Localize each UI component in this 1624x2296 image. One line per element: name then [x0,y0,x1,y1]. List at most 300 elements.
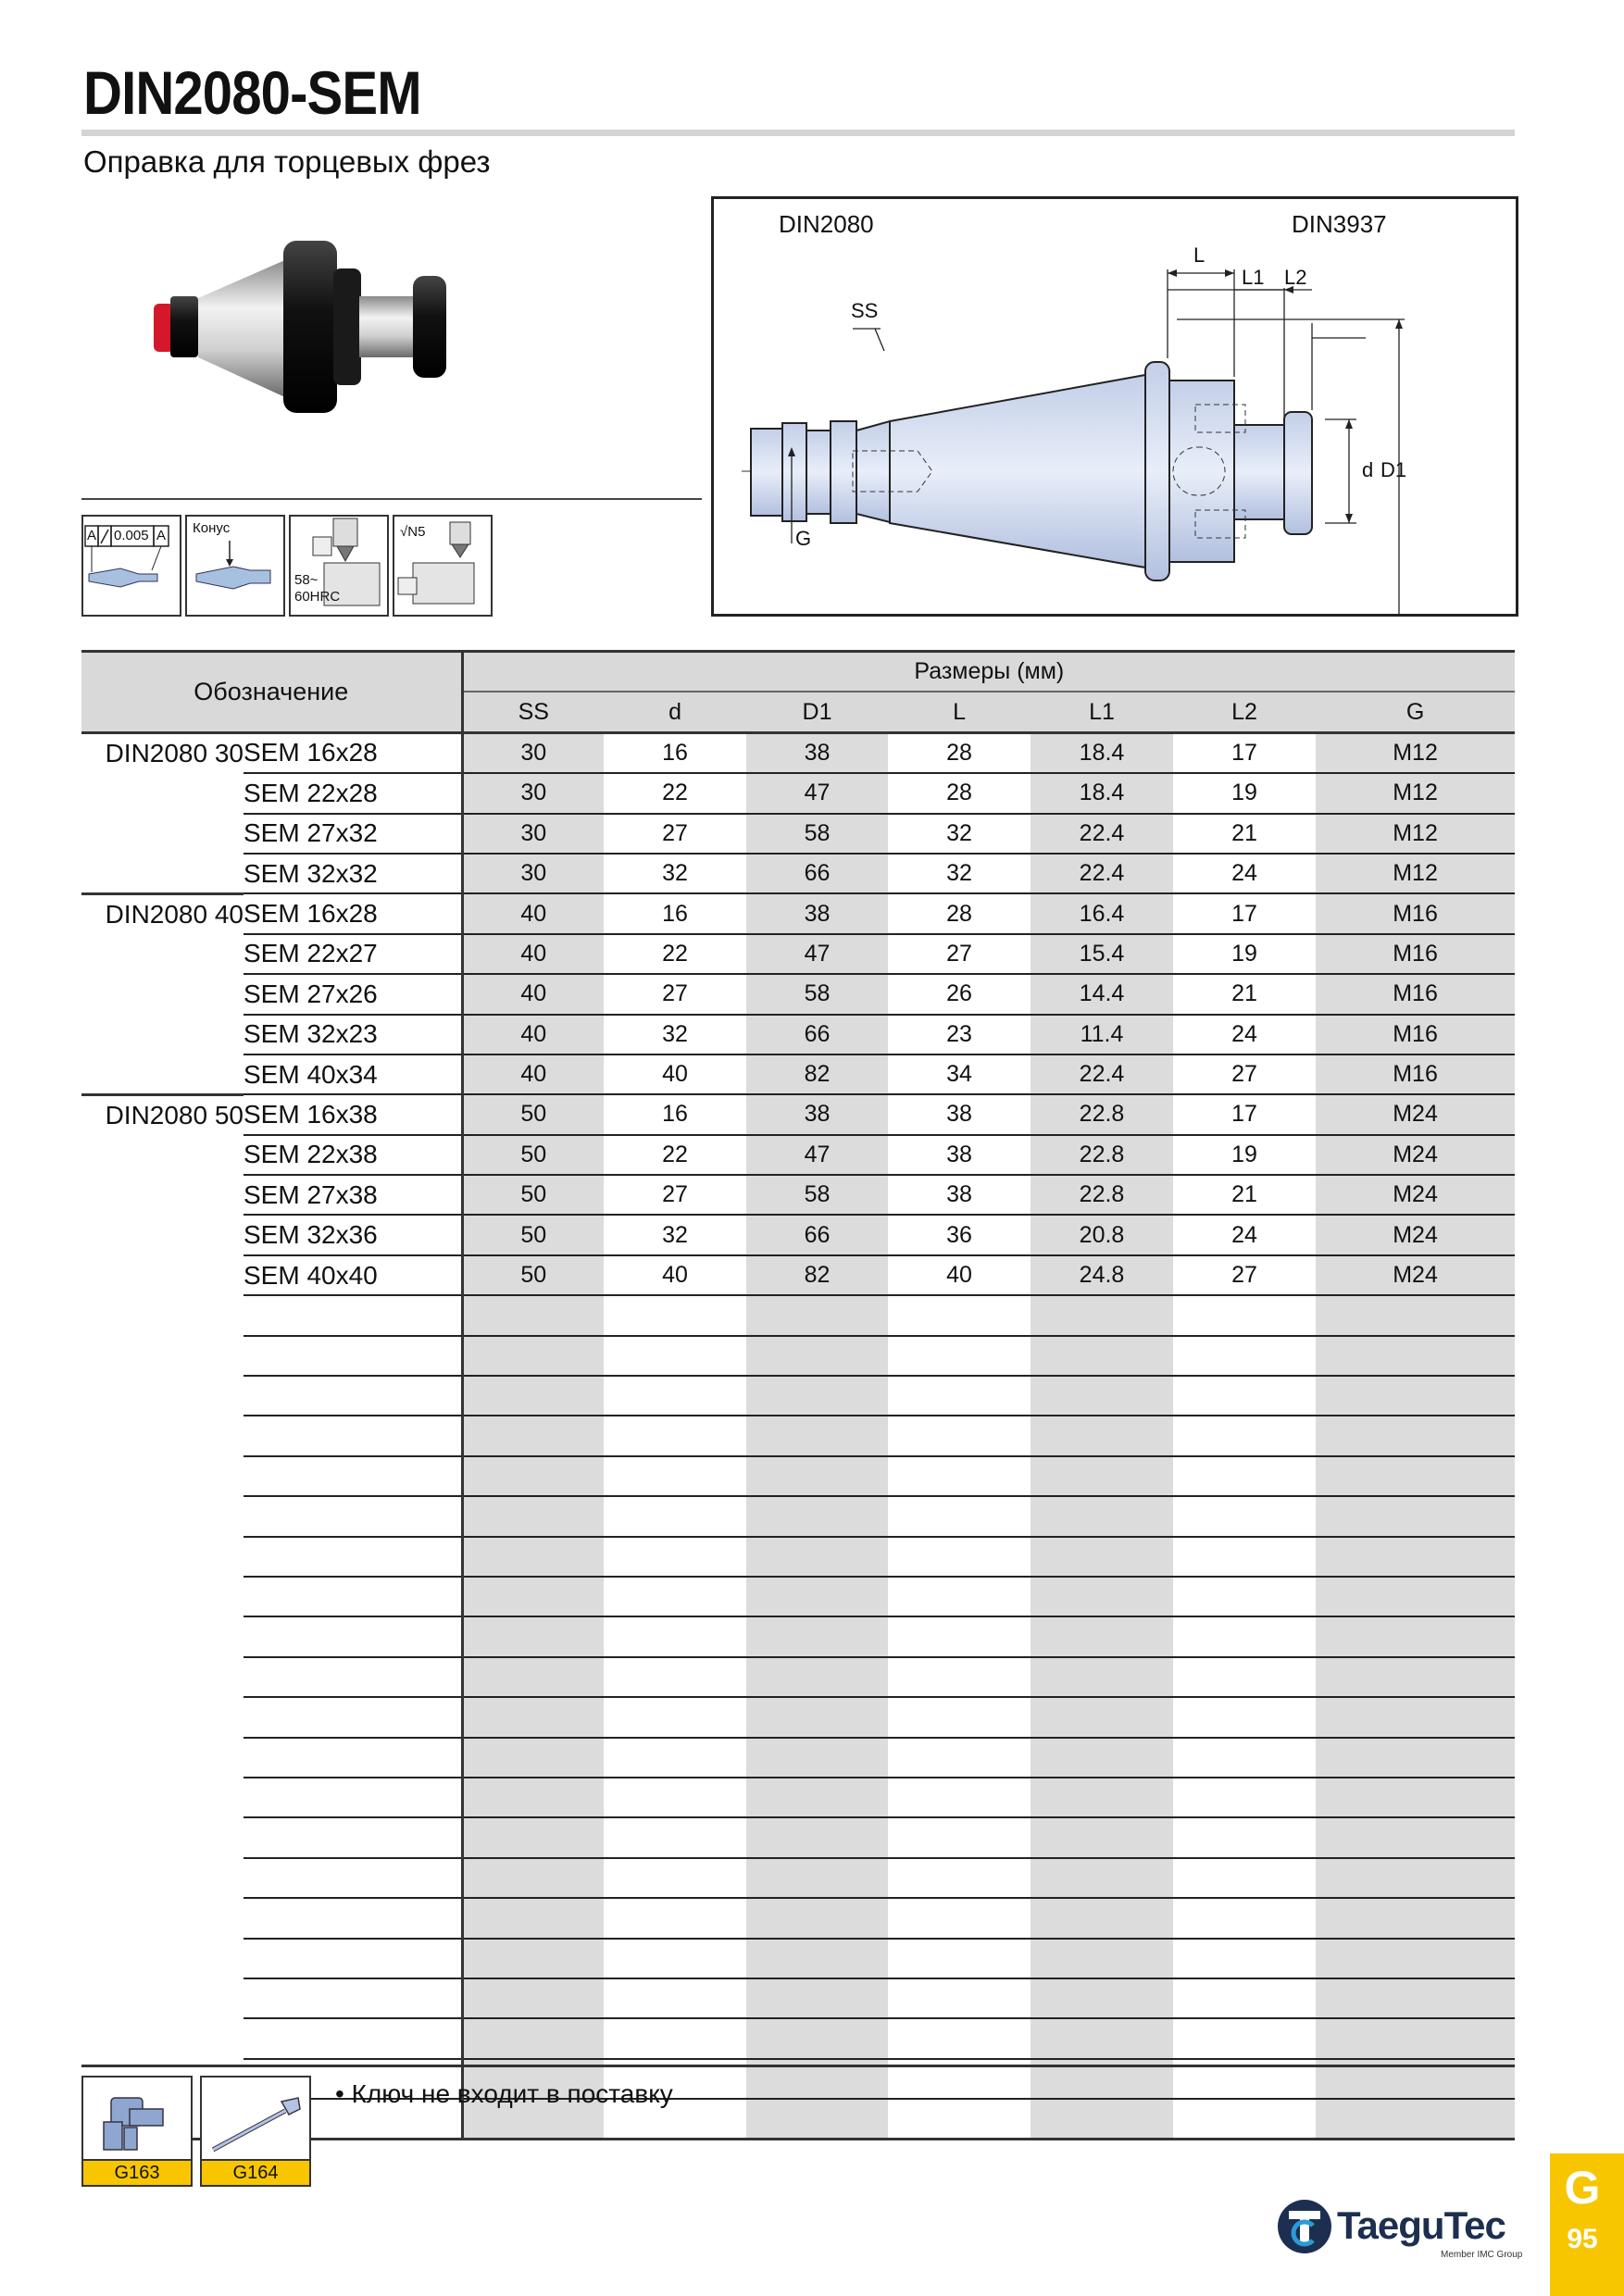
item-code: SEM 32x36 [244,1215,462,1254]
empty-cell [604,1537,746,1577]
group-name [81,1978,244,2018]
brand-name: TaeguTec [1337,2203,1505,2247]
empty-cell [1031,1537,1173,1577]
empty-cell [462,1336,604,1376]
cell-g: M24 [1316,1135,1515,1175]
empty-cell [1316,1657,1515,1697]
table-row [81,814,1515,854]
empty-row [81,1496,1515,1536]
cell-d: 27 [604,814,746,854]
cell-ss: 30 [462,854,604,893]
empty-cell [1031,1939,1173,1978]
roughness-feature-icon [393,515,493,617]
cell-l1: 24.8 [1031,1255,1173,1295]
empty-cell [462,1817,604,1857]
cell-d: 22 [604,1135,746,1175]
empty-cell [746,1817,888,1857]
cell-d: 32 [604,854,746,893]
dimensions-table [81,650,1515,2140]
runout-value: 0.005 [114,528,149,543]
cell-l: 28 [888,732,1031,773]
accessory-ref[interactable]: G164 [202,2159,309,2185]
empty-cell [462,1295,604,1335]
empty-row [81,1898,1515,1938]
empty-cell [888,1537,1031,1577]
empty-cell [888,1817,1031,1857]
group-name [81,1697,244,1737]
dim-G: G [795,527,812,550]
empty-cell [1173,1537,1316,1577]
item-code [244,1537,462,1577]
item-code: SEM 32x32 [244,854,462,893]
empty-cell [1031,1817,1173,1857]
empty-cell [888,1738,1031,1778]
cell-l: 38 [888,1135,1031,1175]
cell-l1: 22.8 [1031,1175,1173,1215]
empty-cell [746,1577,888,1616]
empty-cell [604,1657,746,1697]
empty-cell [604,1697,746,1737]
cell-l2: 24 [1173,1215,1316,1254]
cell-l2: 17 [1173,893,1316,933]
dim-L2: L2 [1284,266,1307,289]
empty-cell [462,1858,604,1898]
cell-d: 16 [604,893,746,933]
empty-row [81,1537,1515,1577]
empty-cell [1316,1295,1515,1335]
cell-l1: 22.8 [1031,1135,1173,1175]
cell-l2: 19 [1173,934,1316,974]
cell-d1: 47 [746,934,888,974]
item-code: SEM 16x28 [244,893,462,933]
group-name [81,1175,244,1215]
drawing-label-din3937: DIN3937 [1292,210,1387,238]
item-code: SEM 40x34 [244,1054,462,1094]
cell-ss: 50 [462,1175,604,1215]
table-row [81,732,1515,773]
empty-cell [462,1657,604,1697]
empty-cell [604,1939,746,1978]
empty-row [81,1416,1515,1455]
cell-d: 22 [604,773,746,813]
empty-row [81,1738,1515,1778]
empty-row [81,1858,1515,1898]
empty-cell [462,1978,604,2018]
empty-cell [462,1778,604,1817]
empty-cell [1173,1336,1316,1376]
wrench-key-icon [83,2078,191,2161]
accessory-ref[interactable]: G163 [83,2159,191,2185]
empty-row [81,1697,1515,1737]
item-code: SEM 27x38 [244,1175,462,1215]
cell-l: 38 [888,1175,1031,1215]
empty-cell [1031,1697,1173,1737]
empty-cell [1173,1416,1316,1455]
cell-l2: 21 [1173,814,1316,854]
cell-d1: 47 [746,1135,888,1175]
empty-cell [604,1295,746,1335]
group-name [81,1054,244,1094]
cell-d1: 66 [746,1215,888,1254]
cell-l: 34 [888,1054,1031,1094]
empty-cell [1316,1616,1515,1656]
empty-cell [1316,1978,1515,2018]
empty-row [81,1939,1515,1978]
cell-d1: 66 [746,1015,888,1054]
empty-cell [1031,1496,1173,1536]
cell-d: 40 [604,1255,746,1295]
empty-cell [604,1336,746,1376]
cell-l2: 21 [1173,1175,1316,1215]
cell-g: M12 [1316,773,1515,813]
cell-l: 40 [888,1255,1031,1295]
header-designation: Обозначение [81,652,462,733]
cell-d: 22 [604,934,746,974]
group-name [81,1456,244,1496]
empty-cell [1031,2099,1173,2140]
drawing-label-din2080: DIN2080 [779,210,874,238]
cell-l: 26 [888,974,1031,1014]
col-header-l: L [888,692,1031,732]
taegutec-logo [1276,2198,1523,2263]
empty-cell [1173,1697,1316,1737]
empty-cell [604,1376,746,1416]
dim-SS: SS [851,299,879,322]
empty-row [81,2018,1515,2058]
empty-cell [888,1858,1031,1898]
empty-cell [746,1657,888,1697]
empty-cell [462,1456,604,1496]
item-code [244,1817,462,1857]
item-code [244,1778,462,1817]
empty-cell [888,2099,1031,2140]
empty-cell [1173,1496,1316,1536]
cell-g: M16 [1316,893,1515,933]
empty-cell [604,1616,746,1656]
empty-cell [1173,1577,1316,1616]
item-code [244,1496,462,1536]
empty-cell [1173,1738,1316,1778]
group-name: DIN2080 30 [81,732,244,773]
cell-ss: 50 [462,1094,604,1134]
empty-cell [746,1336,888,1376]
empty-cell [604,1577,746,1616]
cell-g: M24 [1316,1215,1515,1254]
group-name [81,1336,244,1376]
cell-g: M16 [1316,974,1515,1014]
cell-l1: 18.4 [1031,773,1173,813]
roughness-value: √N5 [400,524,426,540]
empty-cell [888,1496,1031,1536]
cell-l2: 27 [1173,1054,1316,1094]
runout-ref: A [156,528,167,543]
note-text: • Ключ не входит в поставку [335,2079,673,2108]
page-title: DIN2080-SEM [83,58,421,127]
empty-cell [1031,1657,1173,1697]
divider [81,498,702,500]
group-name [81,1898,244,1938]
cell-d1: 38 [746,732,888,773]
item-code [244,1939,462,1978]
empty-cell [746,1697,888,1737]
cell-g: M24 [1316,1094,1515,1134]
empty-cell [1031,1416,1173,1455]
empty-cell [462,1496,604,1536]
empty-cell [888,1336,1031,1376]
empty-cell [746,1456,888,1496]
group-name [81,1616,244,1656]
empty-cell [1031,1336,1173,1376]
hardness-line1: 58~ [294,572,319,588]
empty-cell [888,1456,1031,1496]
empty-cell [888,1295,1031,1335]
cell-d1: 38 [746,893,888,933]
group-name [81,1858,244,1898]
item-code [244,1697,462,1737]
empty-cell [1316,1496,1515,1536]
cell-d1: 38 [746,1094,888,1134]
cell-ss: 30 [462,732,604,773]
hardness-feature-icon [289,515,389,617]
empty-cell [462,1616,604,1656]
empty-cell [746,1858,888,1898]
group-name [81,974,244,1014]
empty-row [81,1778,1515,1817]
empty-cell [1316,1738,1515,1778]
cell-l2: 24 [1173,1015,1316,1054]
empty-cell [1316,1416,1515,1455]
item-code [244,1456,462,1496]
empty-cell [1173,1939,1316,1978]
cell-l2: 21 [1173,974,1316,1014]
item-code [244,1577,462,1616]
cell-l1: 22.4 [1031,814,1173,854]
empty-cell [1173,1616,1316,1656]
empty-cell [1031,1978,1173,2018]
item-code: SEM 22x38 [244,1135,462,1175]
empty-cell [462,1537,604,1577]
empty-cell [746,1616,888,1656]
cell-d1: 58 [746,814,888,854]
group-name [81,1295,244,1335]
group-name [81,1215,244,1254]
bottom-rule [81,2065,1515,2067]
empty-row [81,1657,1515,1697]
empty-cell [1173,1657,1316,1697]
empty-cell [746,1939,888,1978]
cell-l: 32 [888,814,1031,854]
accessory-g164[interactable] [200,2076,311,2187]
cell-l2: 19 [1173,773,1316,813]
group-name [81,1015,244,1054]
taegutec-emblem-icon [1276,2198,1333,2255]
item-code [244,1616,462,1656]
empty-cell [1173,1817,1316,1857]
group-name [81,2018,244,2058]
empty-cell [1316,2018,1515,2058]
group-name [81,1537,244,1577]
item-code: SEM 16x28 [244,732,462,773]
group-name [81,1255,244,1295]
empty-cell [604,2018,746,2058]
empty-cell [1031,1778,1173,1817]
empty-cell [604,1416,746,1455]
table-row [81,1094,1515,1134]
table-row [81,893,1515,933]
empty-cell [746,1416,888,1455]
cell-g: M16 [1316,1054,1515,1094]
empty-cell [888,1577,1031,1616]
empty-cell [1031,1376,1173,1416]
cell-ss: 40 [462,974,604,1014]
empty-cell [1316,2099,1515,2140]
dim-D1: D1 [1380,458,1407,481]
empty-cell [746,1778,888,1817]
technical-drawing [711,196,1518,617]
cell-ss: 40 [462,1015,604,1054]
item-code [244,1336,462,1376]
group-name [81,1135,244,1175]
col-header-d: d [604,692,746,732]
cell-g: M12 [1316,814,1515,854]
col-header-g: G [1316,692,1515,732]
empty-cell [1173,1898,1316,1938]
item-code: SEM 27x32 [244,814,462,854]
empty-cell [888,1697,1031,1737]
cell-ss: 40 [462,893,604,933]
cell-g: M24 [1316,1255,1515,1295]
empty-row [81,1817,1515,1857]
item-code [244,1858,462,1898]
empty-row [81,1456,1515,1496]
cell-d: 32 [604,1015,746,1054]
empty-cell [888,1616,1031,1656]
empty-cell [746,2099,888,2140]
empty-cell [1173,2099,1316,2140]
cell-l: 28 [888,893,1031,933]
product-photo [148,222,611,435]
col-header-ss: SS [462,692,604,732]
group-name [81,1778,244,1817]
empty-cell [746,1898,888,1938]
empty-cell [1316,1697,1515,1737]
empty-cell [604,1978,746,2018]
empty-cell [888,1939,1031,1978]
empty-cell [1173,1295,1316,1335]
empty-cell [888,1376,1031,1416]
empty-cell [1031,1898,1173,1938]
empty-cell [604,1898,746,1938]
cell-l1: 14.4 [1031,974,1173,1014]
cell-l1: 18.4 [1031,732,1173,773]
item-code [244,1898,462,1938]
cell-l1: 22.4 [1031,1054,1173,1094]
col-header-l2: L2 [1173,692,1316,732]
group-name [81,1496,244,1536]
runout-datum: A [87,528,97,543]
hardness-line2: 60HRC [294,589,341,605]
cell-l2: 17 [1173,732,1316,773]
empty-cell [746,1978,888,2018]
empty-row [81,1978,1515,2018]
cell-l: 28 [888,773,1031,813]
empty-cell [1316,1456,1515,1496]
group-name [81,814,244,854]
empty-cell [1031,1456,1173,1496]
empty-cell [1316,1336,1515,1376]
taper-feature-icon [185,515,285,617]
dim-L1: L1 [1242,266,1265,289]
group-name [81,1738,244,1778]
table-row [81,1215,1515,1254]
empty-cell [1031,1295,1173,1335]
dim-L: L [1193,243,1206,267]
table-row [81,854,1515,893]
cell-g: M16 [1316,934,1515,974]
table-row [81,1255,1515,1295]
item-code: SEM 16x38 [244,1094,462,1134]
section-letter: G [1564,2162,1601,2214]
cell-ss: 40 [462,934,604,974]
cell-l: 27 [888,934,1031,974]
cell-l2: 27 [1173,1255,1316,1295]
cell-g: M12 [1316,732,1515,773]
empty-cell [1173,1376,1316,1416]
group-name: DIN2080 50 [81,1094,244,1134]
cell-d1: 47 [746,773,888,813]
empty-cell [1316,1858,1515,1898]
empty-cell [462,1898,604,1938]
empty-cell [462,1577,604,1616]
cell-l1: 11.4 [1031,1015,1173,1054]
cell-d: 32 [604,1215,746,1254]
group-name [81,773,244,813]
empty-cell [746,1537,888,1577]
item-code [244,1416,462,1455]
empty-cell [1316,1898,1515,1938]
empty-cell [1173,1778,1316,1817]
empty-row [81,1577,1515,1616]
empty-row [81,1376,1515,1416]
item-code [244,1978,462,2018]
item-code [244,1295,462,1335]
empty-cell [604,1496,746,1536]
cell-d1: 58 [746,1175,888,1215]
cell-ss: 50 [462,1255,604,1295]
empty-cell [1031,1738,1173,1778]
col-header-d1: D1 [746,692,888,732]
accessory-g163[interactable] [81,2076,193,2187]
cell-g: M24 [1316,1175,1515,1215]
cell-l1: 15.4 [1031,934,1173,974]
brand-tagline: Member IMC Group [1441,2250,1523,2260]
empty-row [81,1616,1515,1656]
empty-cell [604,1858,746,1898]
cell-ss: 30 [462,814,604,854]
page-number: 95 [1567,2224,1598,2254]
empty-cell [746,1295,888,1335]
group-name [81,1939,244,1978]
table-row [81,934,1515,974]
empty-cell [462,1416,604,1455]
col-header-l1: L1 [1031,692,1173,732]
table-row [81,773,1515,813]
empty-cell [604,1738,746,1778]
empty-cell [1316,1537,1515,1577]
group-name [81,1817,244,1857]
cell-g: M12 [1316,854,1515,893]
table-body [81,732,1515,2140]
